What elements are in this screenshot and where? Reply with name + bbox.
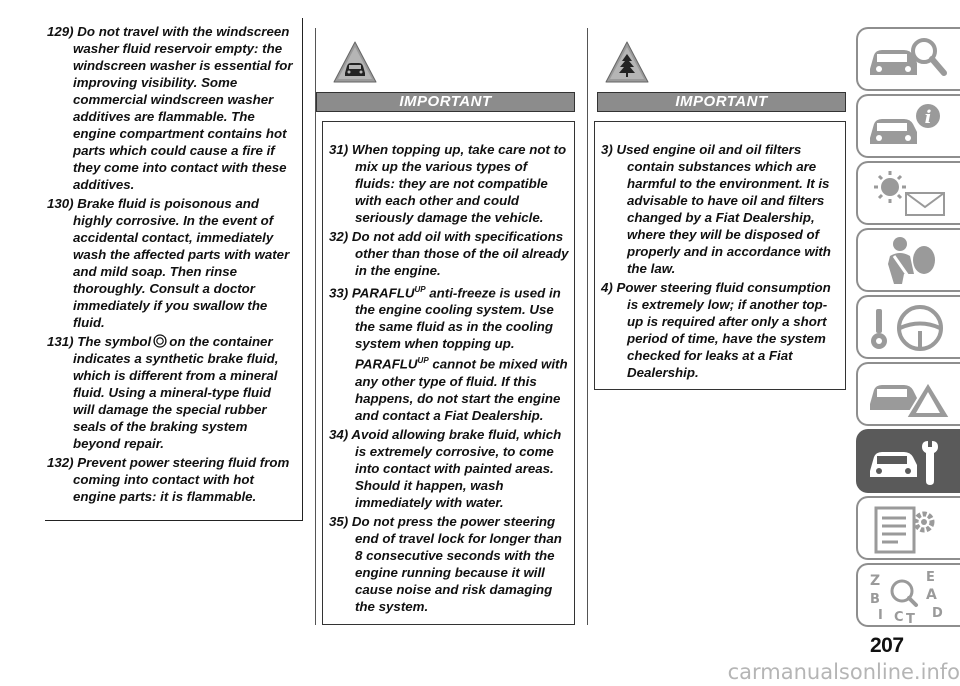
important-32: 32) Do not add oil with specifications other than those of the oil already in the engine.: [329, 229, 569, 278]
tab-car-search[interactable]: [856, 27, 960, 91]
important-4: 4) Power steering fluid consumption is extremely low; if another top-up is required after only a short period of time, have the system checked for leaks at a Fiat Dealership.: [601, 280, 831, 380]
tab-starting-driving[interactable]: [856, 295, 960, 359]
column-divider-1: [315, 28, 316, 625]
note-131-after: on the container indicates a synthetic brake fluid, which is different from a mineral fluid. Using a mineral-type fluid will damage the special rubber seals of the braking system beyond repair.: [73, 334, 279, 451]
tab-emergency[interactable]: [856, 362, 960, 426]
tab-technical-specs[interactable]: [856, 496, 960, 560]
important-33-part1: 33) PARAFLU: [329, 285, 415, 301]
tab-maintenance[interactable]: [856, 429, 960, 493]
svg-text:D: D: [932, 606, 943, 621]
svg-text:A: A: [926, 587, 937, 603]
notes-column: [45, 18, 303, 521]
key-steering-wheel-icon: [866, 301, 952, 355]
car-info-icon: [866, 100, 952, 154]
svg-text:T: T: [906, 612, 915, 623]
svg-text:Z: Z: [870, 573, 881, 589]
page-number: 207: [870, 634, 904, 657]
car-search-icon: [866, 33, 952, 87]
tab-index[interactable]: [856, 563, 960, 627]
important-33-part3: cannot be mixed with any other type of fluid. If this happens, do not start the engine and contact a Fiat Dealership.: [355, 356, 568, 423]
important-31: 31) When topping up, take care not to mix up the various types of fluids: they are not compatible with each other and could seriously damage the vehicle.: [329, 142, 567, 225]
watermark: carmanualsonline.info: [727, 660, 960, 684]
svg-text:B: B: [870, 592, 880, 607]
svg-text:C: C: [894, 610, 904, 623]
important-box-vehicle: [322, 121, 575, 625]
important-header-environment: IMPORTANT: [597, 92, 846, 112]
important-33-part2: anti-freeze is used in the engine cooling system. Use the same fluid as in the cooling system when topping up. PARAFLU: [355, 285, 561, 372]
environment-tree-icon: [604, 40, 650, 86]
important-35: 35) Do not press the power steering end of travel lock for longer than 8 consecutive seconds with the engine running because it will cause noise and risk damaging the system.: [329, 513, 562, 614]
important-33: [329, 281, 570, 424]
car-hazard-warning-icon: [332, 40, 378, 86]
svg-text:E: E: [926, 570, 935, 585]
svg-text:i: i: [924, 107, 932, 128]
specs-gear-icon: [866, 502, 952, 556]
column-divider-2: [587, 28, 588, 625]
brake-fluid-symbol-icon: [153, 334, 167, 348]
tab-car-info[interactable]: [856, 94, 960, 158]
paraflu-superscript: UP: [417, 356, 429, 366]
important-header: IMPORTANT: [316, 92, 575, 112]
note-129: 129) Do not travel with the windscreen washer fluid reservoir empty: the windscreen washer is essential for improving visibility. Some commercial windscreen washer additives are flammable. The engine compartment contains hot parts which could cause a fire if they come into contact with these additives.: [47, 24, 293, 192]
alphabet-index-icon: [866, 569, 952, 623]
note-132: 132) Prevent power steering fluid from coming into contact with hot engine parts: it is flammable.: [47, 455, 290, 504]
note-131-before: 131) The symbol: [47, 334, 152, 349]
car-wrench-icon: [866, 435, 952, 489]
important-box-environment: [594, 121, 846, 390]
note-131: [47, 333, 296, 452]
important-34: 34) Avoid allowing brake fluid, which is extremely corrosive, to come into contact with painted areas. Should it happen, wash immediately with water.: [329, 426, 562, 510]
warning-lights-mail-icon: [866, 167, 952, 221]
paraflu-superscript: UP: [414, 285, 426, 294]
svg-text:I: I: [878, 608, 883, 623]
tab-warning-lights[interactable]: [856, 161, 960, 225]
note-130: 130) Brake fluid is poisonous and highly corrosive. In the event of accidental contact, immediately wash the affected parts with water and mild soap. Then rinse thoroughly. Consult a doctor immediately if you swallow the fluid.: [47, 196, 290, 330]
car-warning-triangle-icon: [866, 368, 952, 422]
tab-safety[interactable]: [856, 228, 960, 292]
important-3: 3) Used engine oil and oil filters contain substances which are harmful to the environment. It is advisable to have oil and filters changed by a Fiat Dealership, where they will be disposed of properly and in accordance with the law.: [601, 142, 831, 276]
safety-airbag-icon: [866, 234, 952, 288]
